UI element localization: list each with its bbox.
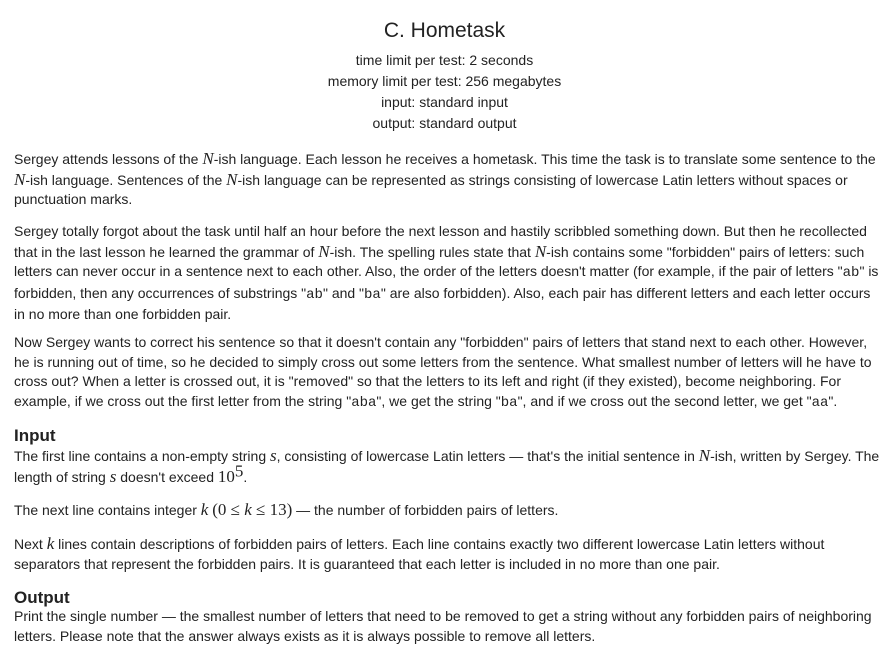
legend-paragraph-1: Sergey attends lessons of the N-ish language. Each lesson he receives a hometask. This time the task is to translate some sentence to the N-ish language. Sentences of the N-ish language can be represented as strings consisting of lowercase Latin letters without spaces or punctuation marks. [14, 149, 876, 207]
time-limit: time limit per test: 2 seconds [355, 52, 534, 68]
input-paragraph-1: The first line contains a non-empty string s, consisting of lowercase Latin letters — that's the initial sentence in N-ish, written by Sergey. The length of string s doesn't exceed $10^5$. [14, 446, 880, 486]
input-paragraph-2: The next line contains integer k (0 ≤ k ≤ 13) — the number of forbidden pairs of letters. [14, 500, 559, 519]
problem-limits [0, 50, 889, 134]
output-heading: Output [14, 588, 70, 607]
output-paragraph-1: Print the single number — the smallest number of letters that need to be removed to get a string without any forbidden pairs of neighboring letters. Please note that the answer always exists as it is always possible to remove all letters. [14, 608, 872, 644]
input-file: input: standard input [381, 94, 508, 110]
legend-paragraph-2: Sergey totally forgot about the task until half an hour before the next lesson and hastily scribbled something down. But then he recollected that in the last lesson he learned the grammar of N-ish. The spelling rules state that N-ish contains some "forbidden" pairs of letters: such letters can never occur in a sentence next to each other. Also, the order of the letters doesn't matter (for example, if the pair of letters "ab" is forbidden, then any occurrences of substrings "ab" and "ba" are also forbidden). Also, each pair has different letters and each letter occurs in no more than one forbidden pair. [14, 223, 879, 322]
memory-limit: memory limit per test: 256 megabytes [327, 73, 562, 89]
problem-title: C. Hometask [383, 19, 506, 42]
input-paragraph-3: Next k lines contain descriptions of forbidden pairs of letters. Each line contains exactly two different lowercase Latin letters without separators that represent the forbidden pairs. It is guaranteed that each letter is included in no more than one pair. [14, 534, 825, 572]
output-file: output: standard output [372, 115, 517, 131]
input-heading: Input [14, 426, 56, 445]
legend-paragraph-3: Now Sergey wants to correct his sentence so that it doesn't contain any "forbidden" pairs of letters that stand next to each other. However, he is running out of time, so he decided to simply cross out some letters from the sentence. What smallest number of letters will he have to cross out? When a letter is crossed out, it is "removed" so that the letters to its left and right (if they existed), become neighboring. For example, if we cross out the first letter from the string "aba", we get the string "ba", and if we cross out the second letter, we get "aa". [14, 334, 872, 411]
